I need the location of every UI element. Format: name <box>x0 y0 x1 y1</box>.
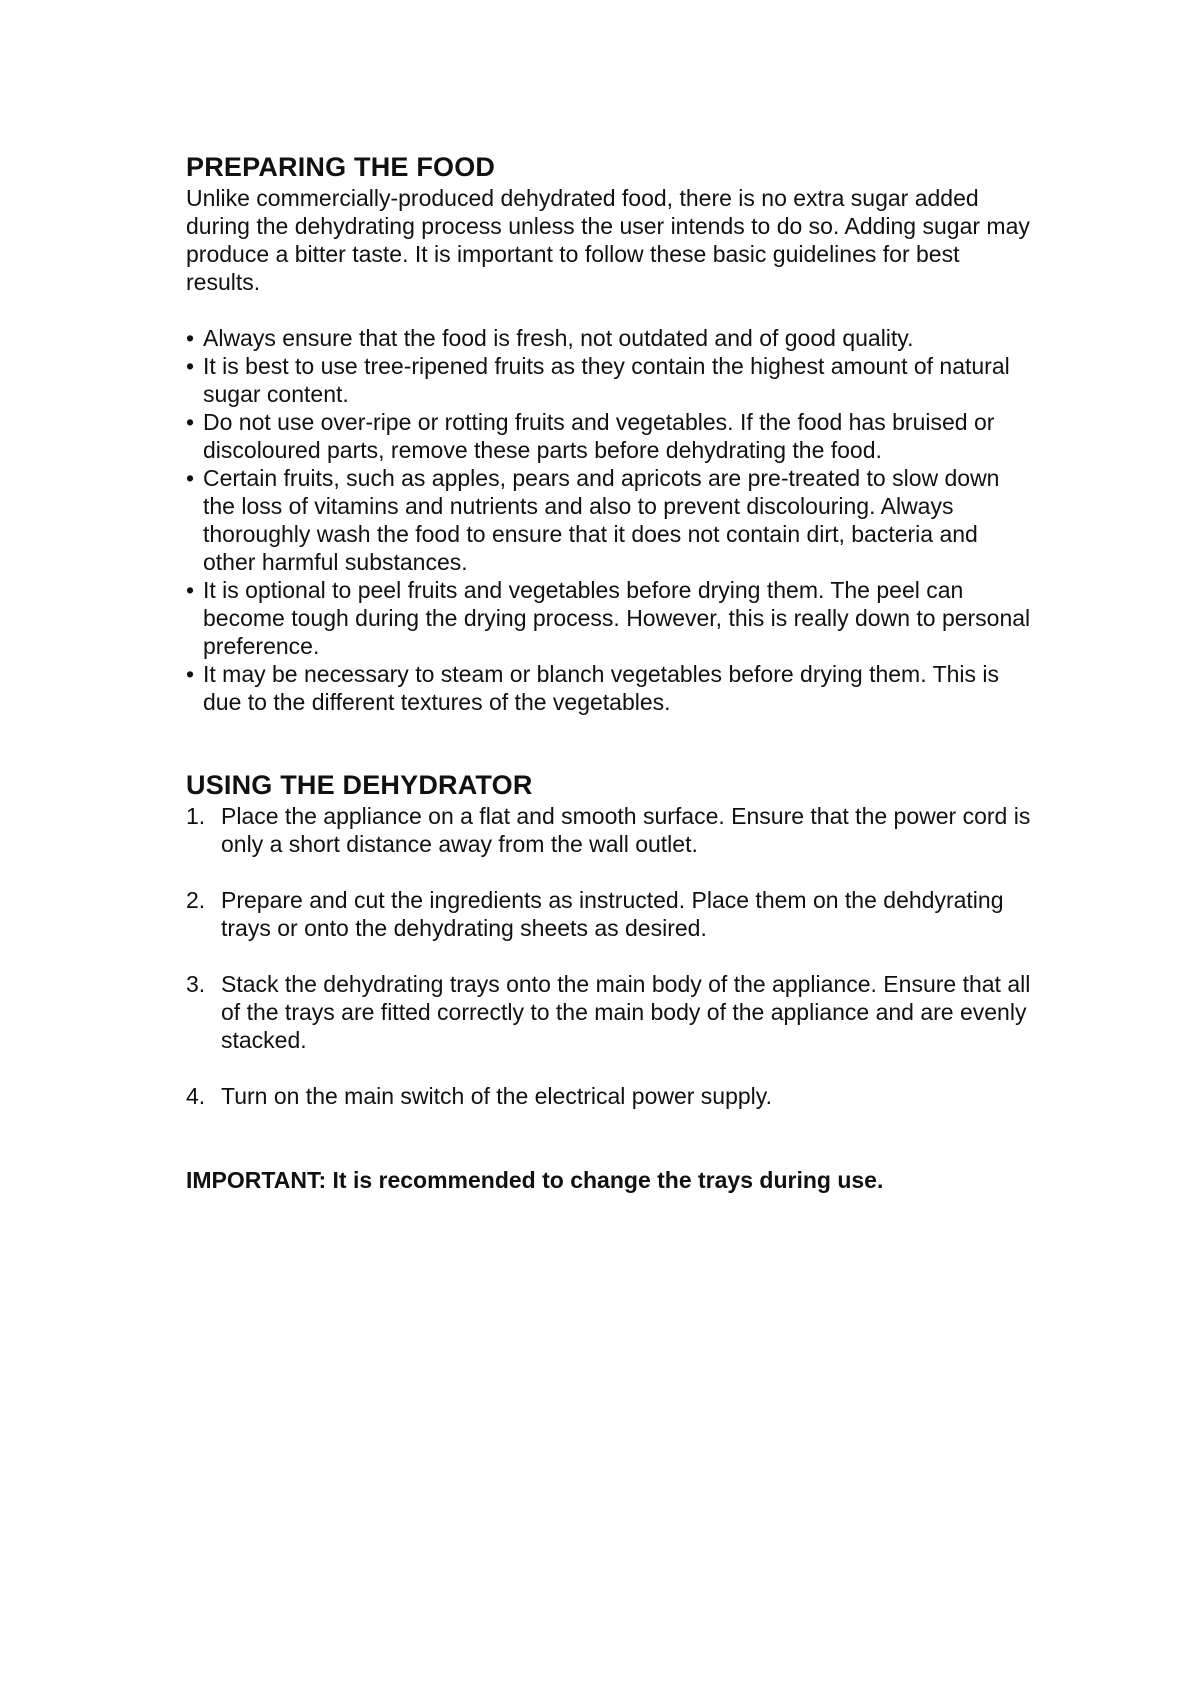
step-number: 1. <box>186 803 206 829</box>
preparing-food-heading: PREPARING THE FOOD <box>186 152 496 182</box>
preparing-food-intro: Unlike commercially-produced dehydrated food, there is no extra sugar added during the dehydrating process unless the user intends to do so. Adding sugar may produce a bitter taste. It is important to follow these basic guidelines for best results. <box>186 185 1030 295</box>
list-item-text: It is best to use tree-ripened fruits as they contain the highest amount of natural sugar content. <box>203 353 1010 407</box>
step-item <box>186 886 1036 942</box>
list-item <box>186 660 1036 716</box>
important-note: IMPORTANT: It is recommended to change the trays during use. <box>186 1167 884 1193</box>
document-page <box>186 150 1036 1217</box>
list-item <box>186 576 1036 660</box>
preparing-food-guidelines <box>186 324 1036 716</box>
list-item <box>186 324 1036 352</box>
list-item-text: It may be necessary to steam or blanch vegetables before drying them. This is due to the different textures of the vegetables. <box>203 661 1000 715</box>
bullet-icon: • <box>186 353 195 379</box>
list-item <box>186 464 1036 576</box>
list-item-text: Certain fruits, such as apples, pears and apricots are pre-treated to slow down the loss of vitamins and nutrients and also to prevent discolouring. Always thoroughly wash the food to ensure that it does not contain dirt, bacteria and other harmful substances. <box>203 465 1000 575</box>
step-number: 2. <box>186 887 206 913</box>
step-text: Stack the dehydrating trays onto the main body of the appliance. Ensure that all of the trays are fitted correctly to the main body of the appliance and are evenly stacked. <box>221 971 1031 1053</box>
bullet-icon: • <box>186 409 195 435</box>
step-text: Turn on the main switch of the electrical power supply. <box>221 1083 772 1109</box>
using-dehydrator-heading: USING THE DEHYDRATOR <box>186 770 533 800</box>
bullet-icon: • <box>186 325 195 351</box>
step-item <box>186 802 1036 858</box>
using-dehydrator-section <box>186 768 1036 1110</box>
preparing-food-section <box>186 150 1036 716</box>
list-item-text: Always ensure that the food is fresh, not outdated and of good quality. <box>203 325 914 351</box>
step-text: Place the appliance on a flat and smooth surface. Ensure that the power cord is only a short distance away from the wall outlet. <box>221 803 1031 857</box>
using-dehydrator-steps <box>186 802 1036 1110</box>
bullet-icon: • <box>186 577 195 603</box>
list-item <box>186 408 1036 464</box>
list-item <box>186 352 1036 408</box>
step-text: Prepare and cut the ingredients as instructed. Place them on the dehdyrating trays or onto the dehydrating sheets as desired. <box>221 887 1004 941</box>
bullet-icon: • <box>186 661 195 687</box>
step-item <box>186 970 1036 1054</box>
step-number: 4. <box>186 1083 206 1109</box>
bullet-icon: • <box>186 465 195 491</box>
step-item <box>186 1082 1036 1110</box>
list-item-text: It is optional to peel fruits and vegetables before drying them. The peel can become tough during the drying process. However, this is really down to personal preference. <box>203 577 1031 659</box>
list-item-text: Do not use over-ripe or rotting fruits and vegetables. If the food has bruised or discoloured parts, remove these parts before dehydrating the food. <box>203 409 995 463</box>
step-number: 3. <box>186 971 206 997</box>
